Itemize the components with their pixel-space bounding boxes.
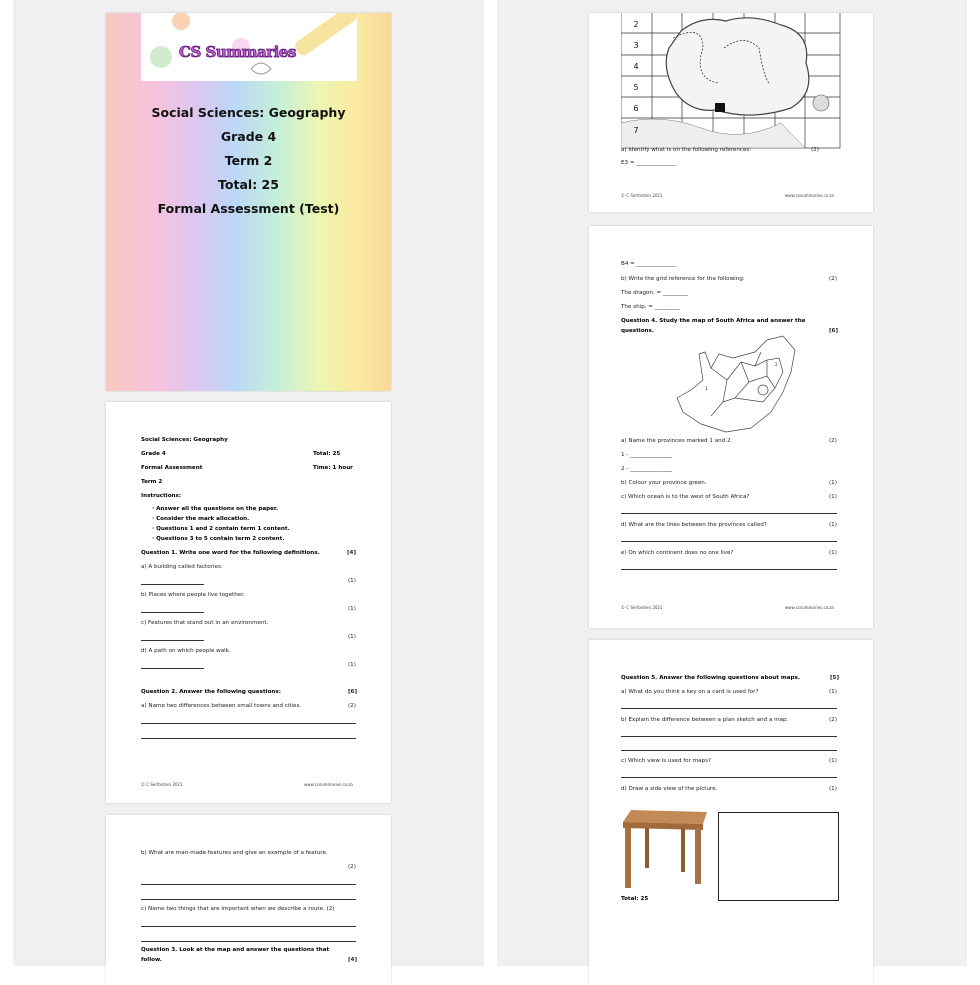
q2-item-a: a) Name two differences between small towns and cities. [141, 703, 302, 709]
q5-item-marks: (1) [829, 758, 837, 764]
ship-answer: The ship. = _________ [621, 304, 680, 310]
table-picture [621, 806, 713, 890]
q2-item-a-marks: (2) [348, 703, 356, 709]
q2-item-c: c) Name two things that are important when we describe a route. (2) [141, 906, 335, 912]
cover-grade: Grade 4 [220, 129, 277, 144]
test-page-3[interactable] [589, 13, 873, 212]
assessment: Formal Assessment [141, 465, 203, 471]
q5-item: d) Draw a side view of the picture. [621, 786, 718, 792]
e3-answer: E3 = ______________ [621, 160, 676, 166]
cs-summaries-logo: CS Summaries [141, 13, 357, 81]
q1-item-marks: (1) [348, 662, 356, 668]
dragon-answer: The dragon. = _________ [621, 290, 689, 296]
term: Term 2 [141, 479, 163, 485]
q5-item: c) Which view is used for maps? [621, 758, 711, 764]
cover-subject: Social Sciences: Geography [151, 105, 346, 120]
q4-item: e) On which continent does no one live? [621, 550, 734, 556]
q3-item-a: a) Identify what is on the following references: [621, 147, 752, 153]
grade: Grade 4 [141, 451, 166, 457]
footer-website: www.cssummaries.co.za [304, 782, 353, 787]
test-page-4[interactable] [589, 226, 873, 628]
grand-total: Total: 25 [621, 896, 649, 902]
q5-item-marks: (2) [829, 717, 837, 723]
grid-row-label: 2 [633, 20, 639, 29]
q4-item-marks: (1) [829, 550, 837, 556]
question-3-marks: [4] [348, 957, 358, 963]
drawing-box[interactable] [718, 812, 839, 901]
south-africa-map [671, 332, 801, 436]
cover-term: Term 2 [224, 153, 273, 168]
q5-item-marks: (1) [829, 786, 837, 792]
cover-page[interactable] [106, 13, 391, 391]
q5-item: b) Explain the difference between a plan sketch and a map. [621, 717, 789, 723]
question-4-title-cont: questions. [621, 328, 654, 334]
province-label: 2 [775, 362, 778, 367]
province-label: 1 [705, 386, 708, 391]
q2-item-b: b) What are man-made features and give an example of a feature. [141, 850, 328, 856]
time: Time: 1 hour [313, 465, 353, 471]
q3-item-b: b) Write the grid reference for the following: [621, 276, 745, 282]
q1-item-marks: (1) [348, 606, 356, 612]
q3-item-a-marks: (2) [811, 147, 819, 153]
subject: Social Sciences: Geography [141, 437, 228, 443]
total: Total: 25 [313, 451, 341, 457]
instruction-item: · Consider the mark allocation. [152, 516, 250, 522]
q3-item-b-marks: (2) [829, 276, 837, 282]
instructions-label: Instructions: [141, 493, 182, 499]
province-2-answer: 2 - _______________ [621, 466, 673, 472]
grid-row-label: 5 [633, 83, 639, 92]
instruction-item: · Questions 3 to 5 contain term 2 content. [152, 536, 285, 542]
grid-row-label: 7 [633, 126, 639, 135]
q1-item-marks: (1) [348, 578, 356, 584]
q1-item: a) A building called factories. [141, 564, 223, 570]
q4-item-marks: (2) [829, 438, 837, 444]
question-1-title: Question 1. Write one word for the following definitions. [141, 550, 320, 556]
question-3-title-cont: follow. [141, 957, 162, 963]
test-page-2[interactable] [106, 815, 391, 985]
treasure-map-grid [621, 13, 841, 149]
footer-copyright: © C Serfontein 2021 [141, 782, 183, 787]
instruction-item: · Questions 1 and 2 contain term 1 content. [152, 526, 290, 532]
q1-item: c) Features that stand out in an environment. [141, 620, 269, 626]
grid-row-label: 6 [633, 104, 639, 113]
q1-item: d) A path on which people walk. [141, 648, 231, 654]
q1-item-marks: (1) [348, 634, 356, 640]
q4-item-marks: (1) [829, 480, 837, 486]
question-4-title: Question 4. Study the map of South Africa and answer the [621, 318, 806, 324]
q5-item-marks: (1) [829, 689, 837, 695]
footer-copyright: © C Serfontein 2021 [621, 605, 663, 610]
test-page-5[interactable] [589, 640, 873, 985]
q4-item: b) Colour your province green. [621, 480, 707, 486]
question-2-marks: [6] [348, 689, 358, 695]
cover-total: Total: 25 [218, 177, 279, 192]
question-5-marks: [5] [830, 675, 840, 681]
grid-row-label: 4 [633, 62, 639, 71]
b4-answer: B4 = ______________ [621, 261, 676, 267]
footer-website: www.cssummaries.co.za [785, 193, 834, 198]
cover-assessment-type: Formal Assessment (Test) [157, 201, 340, 216]
q4-item: c) Which ocean is to the west of South Africa? [621, 494, 750, 500]
footer-website: www.cssummaries.co.za [785, 605, 834, 610]
question-3-title: Question 3. Look at the map and answer the questions that [141, 947, 330, 953]
q4-item: d) What are the lines between the provinces called? [621, 522, 767, 528]
q4-item-marks: (1) [829, 522, 837, 528]
q2-item-b-marks: (2) [348, 864, 356, 870]
test-page-1[interactable] [106, 402, 391, 803]
question-5-title: Question 5. Answer the following questions about maps. [621, 675, 800, 681]
instruction-item: · Answer all the questions on the paper. [152, 506, 278, 512]
q1-item: b) Places where people live together. [141, 592, 245, 598]
question-1-marks: [4] [347, 550, 357, 556]
q4-item-marks: (1) [829, 494, 837, 500]
question-2-title: Question 2. Answer the following questions: [141, 689, 281, 695]
grid-row-label: 3 [633, 41, 639, 50]
province-1-answer: 1 - _______________ [621, 452, 673, 458]
footer-copyright: © C Serfontein 2021 [621, 193, 663, 198]
question-4-marks: [6] [829, 328, 839, 334]
q4-item: a) Name the provinces marked 1 and 2. [621, 438, 733, 444]
q5-item: a) What do you think a key on a card is used for? [621, 689, 759, 695]
